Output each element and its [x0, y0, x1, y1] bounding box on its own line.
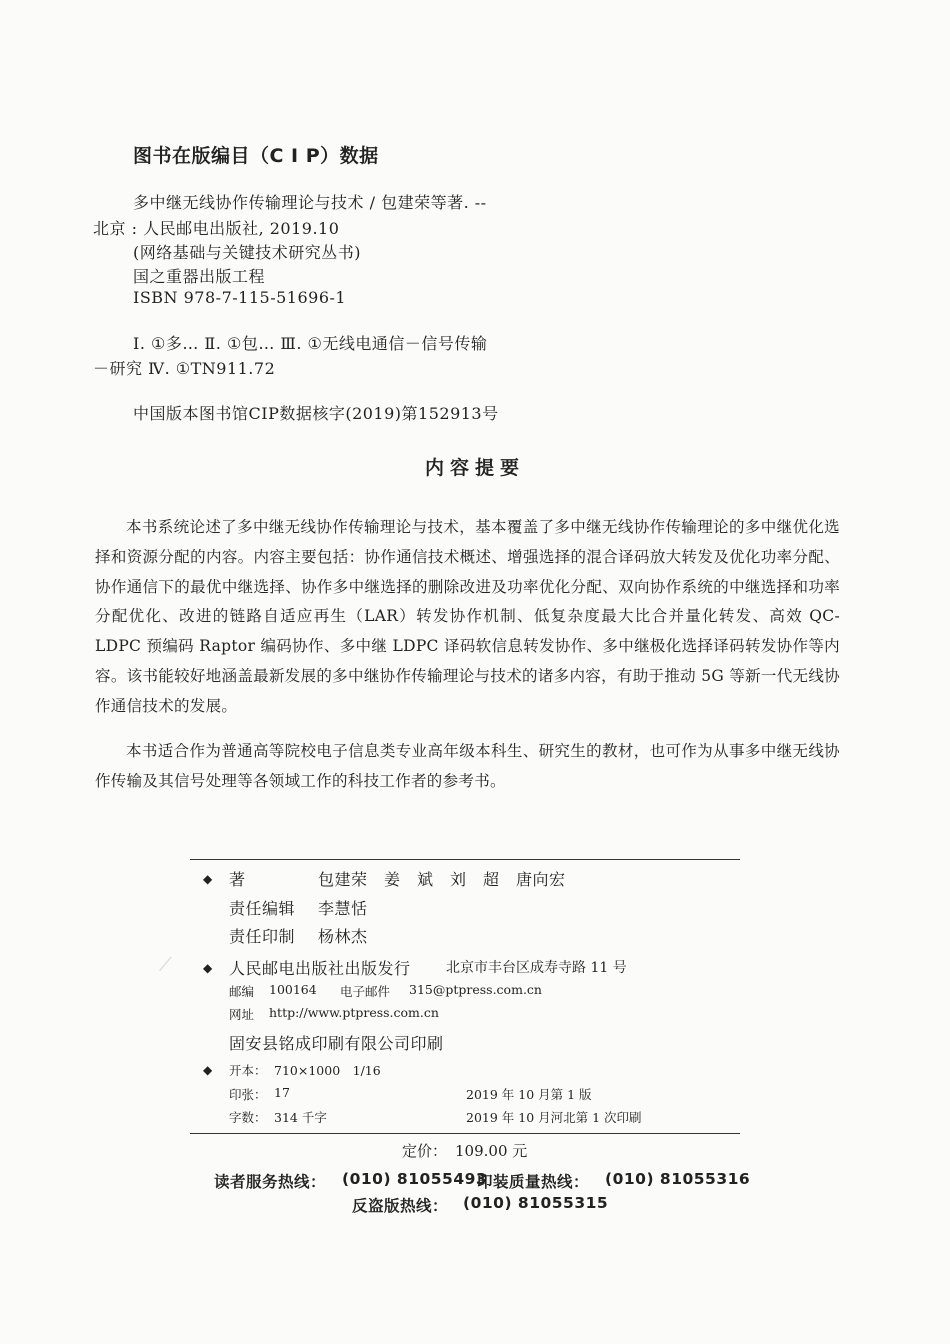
word-count: 314 千字: [274, 1110, 327, 1125]
colophon-bottom-rule: [190, 1133, 740, 1134]
piracy-hotline: (010) 81055315: [463, 1194, 609, 1212]
editor-label: 责任编辑: [229, 899, 296, 918]
diamond-bullet-icon: ◆: [203, 872, 213, 886]
print-manager-name: 杨林杰: [318, 927, 368, 946]
edition: 2019 年 10 月第 1 版: [466, 1087, 592, 1102]
cip-line-isbn: ISBN 978-7-115-51696-1: [133, 288, 347, 307]
printing: 2019 年 10 月河北第 1 次印刷: [466, 1110, 642, 1125]
cip-line-publisher: 北京 : 人民邮电出版社, 2019.10: [93, 219, 340, 238]
reader-hotline-label: 读者服务热线：: [214, 1173, 327, 1191]
words-label: 字数：: [229, 1110, 267, 1125]
price-label: 定价：: [402, 1142, 448, 1160]
quality-hotline-label: 印装质量热线：: [477, 1173, 590, 1191]
cip-line-classification-1: Ⅰ. ①多… Ⅱ. ①包… Ⅲ. ①无线电通信－信号传输: [133, 334, 488, 353]
format: 710×1000 1/16: [274, 1063, 381, 1078]
publisher-address: 北京市丰台区成寿寺路 11 号: [446, 960, 627, 976]
summary-title: 内容提要: [424, 457, 525, 479]
cip-line-project: 国之重器出版工程: [133, 267, 266, 286]
summary-paragraph-1: 本书系统论述了多中继无线协作传输理论与技术，基本覆盖了多中继无线协作传输理论的多中继优化选择和资源分配的内容。内容主要包括：协作通信技术概述、增强选择的混合译码放大转发及优化功率分配、协作通信下的最优中继选择、协作多中继选择的删除改进及功率优化分配、双向协作系统的中继选择和功率分配优化、改进的链路自适应再生（LAR）转发协作机制、低复杂度最大比合并量化转发、高效 QC-LDPC 预编码 Raptor 编码协作、多中继 LDPC 译码软信息转发协作、多中继极化选择译码转发协作等内容。该书能较好地涵盖最新发展的多中继协作传输理论与技术的诸多内容，有助于推动 5G 等新一代无线协作通信技术的发展。: [95, 518, 840, 715]
diamond-bullet-icon: ◆: [203, 961, 213, 975]
sheets: 17: [274, 1085, 290, 1100]
scan-mark: [159, 957, 184, 982]
print-manager-label: 责任印制: [229, 927, 296, 946]
email-label: 电子邮件: [340, 984, 391, 999]
postcode-label: 邮编: [229, 984, 255, 999]
cip-line-title-author: 多中继无线协作传输理论与技术 / 包建荣等著. --: [133, 193, 487, 212]
format-label: 开本：: [229, 1063, 267, 1078]
piracy-hotline-label: 反盗版热线：: [352, 1197, 449, 1215]
cip-data-number: 中国版本图书馆CIP数据核字(2019)第152913号: [133, 404, 499, 423]
reader-hotline: (010) 81055493: [342, 1170, 488, 1188]
cip-line-classification-2: －研究 Ⅳ. ①TN911.72: [93, 359, 276, 378]
author-label: 著: [229, 870, 246, 889]
summary-paragraph-2: 本书适合作为普通高等院校电子信息类专业高年级本科生、研究生的教材，也可作为从事多中继无线协作传输及其信号处理等各领域工作的科技工作者的参考书。: [95, 742, 840, 790]
diamond-bullet-icon: ◆: [203, 1063, 213, 1077]
sheets-label: 印张：: [229, 1087, 267, 1102]
cip-title: 图书在版编目（C I P）数据: [133, 145, 379, 167]
website: http://www.ptpress.com.cn: [269, 1005, 439, 1020]
website-label: 网址: [229, 1007, 255, 1022]
quality-hotline: (010) 81055316: [605, 1170, 751, 1188]
postcode: 100164: [269, 982, 317, 997]
email: 315@ptpress.com.cn: [409, 982, 542, 997]
editor-name: 李慧恬: [318, 899, 368, 918]
authors: 包建荣 姜 斌 刘 超 唐向宏: [318, 870, 566, 889]
publisher: 人民邮电出版社出版发行: [229, 959, 411, 978]
colophon-top-rule: [190, 859, 740, 860]
price: 109.00 元: [455, 1142, 528, 1160]
printer: 固安县铭成印刷有限公司印刷: [229, 1034, 444, 1053]
cip-line-series: (网络基础与关键技术研究丛书): [133, 243, 361, 262]
